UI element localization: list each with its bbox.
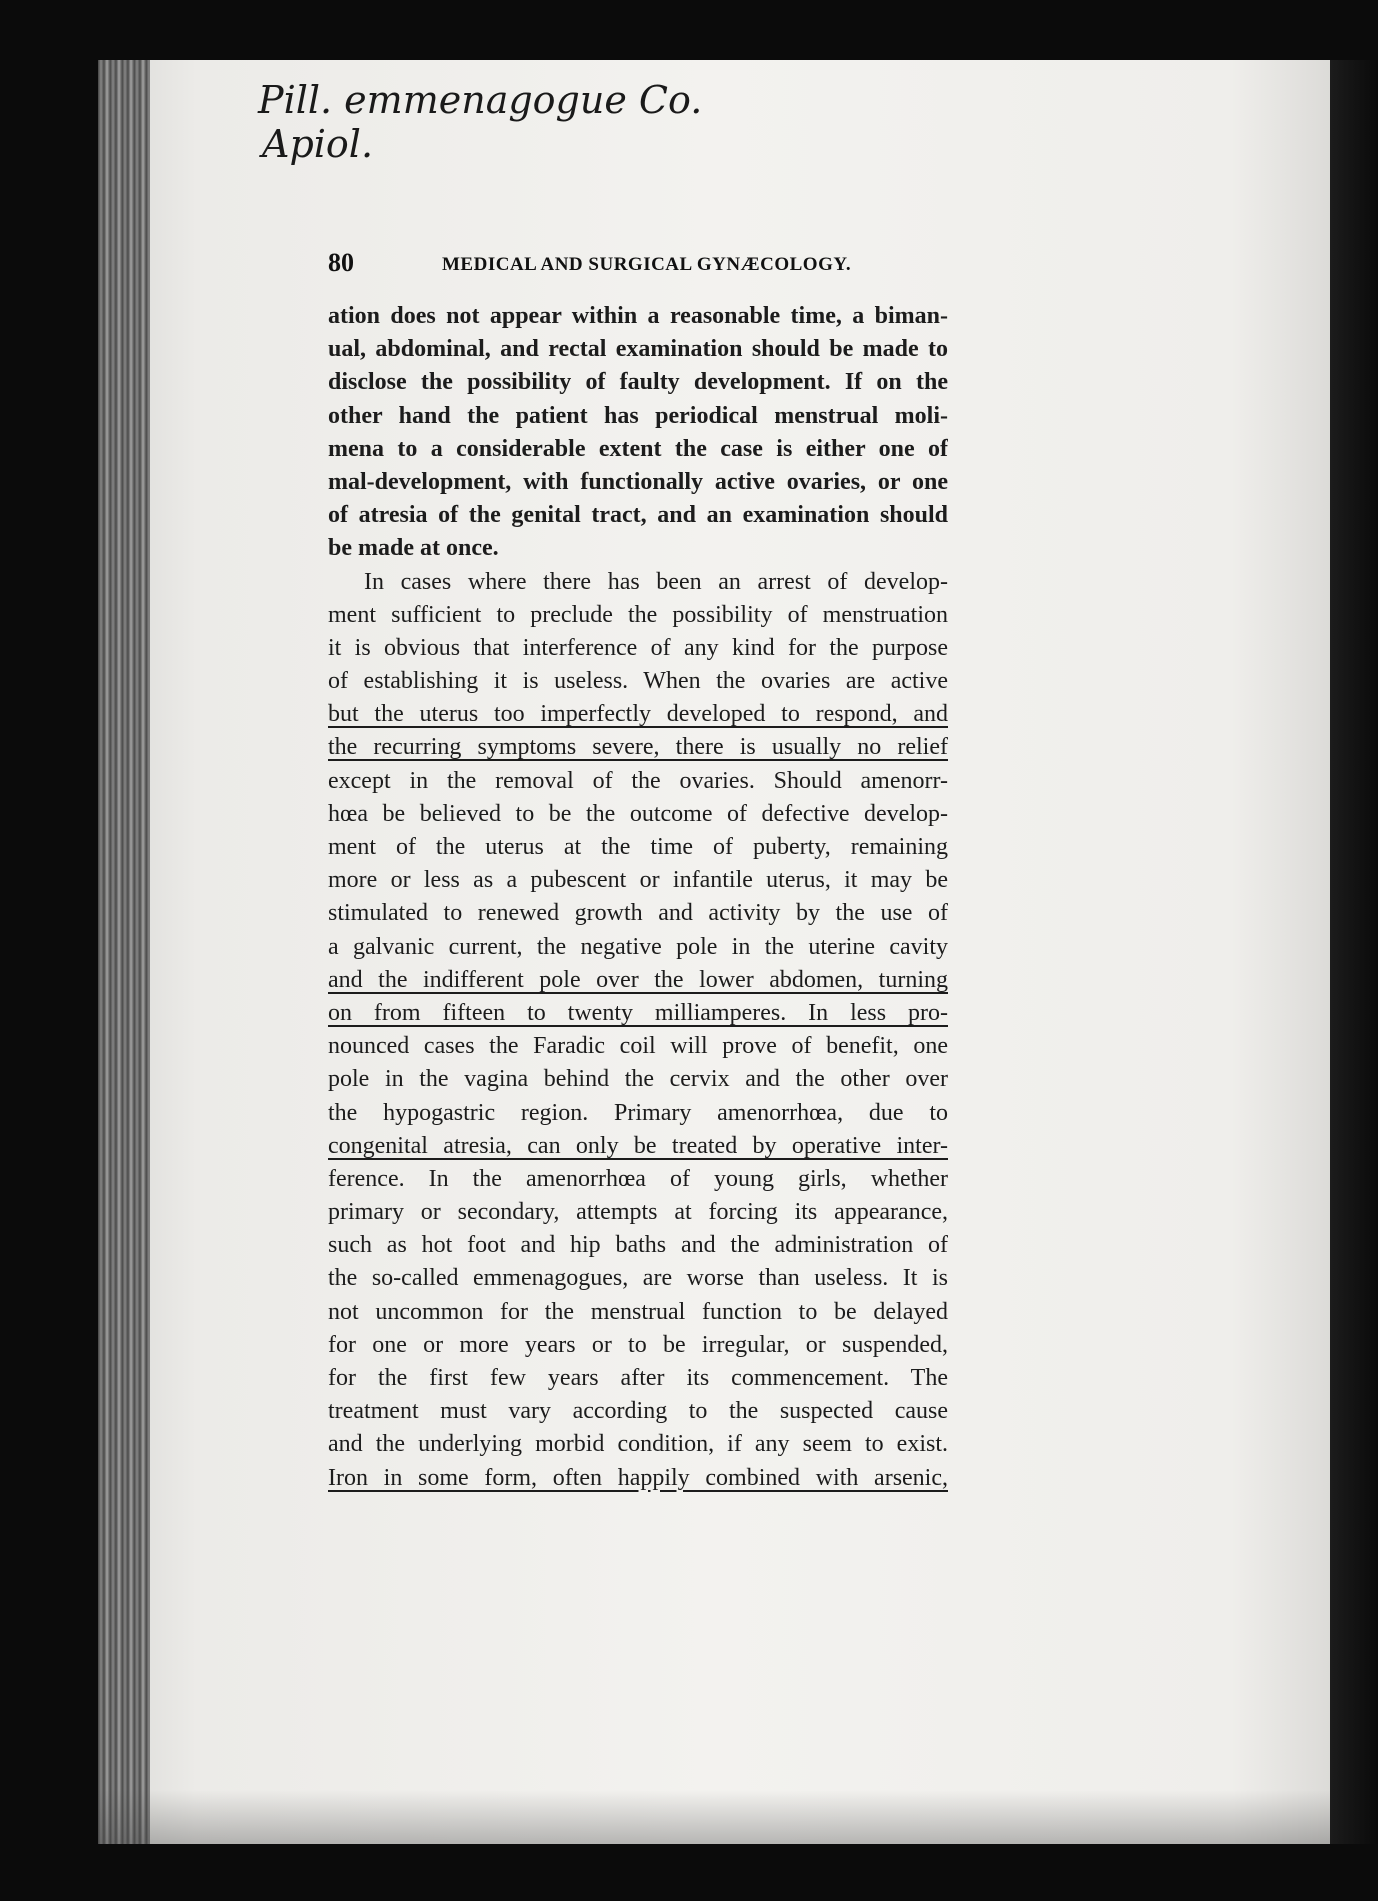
text-line: mena to a considerable extent the case is either one of: [328, 435, 948, 462]
text-line: primary or secondary, attempts at forcing its appearance,: [328, 1199, 948, 1226]
text-line: mal-development, with functionally active ovaries, or one: [328, 468, 948, 495]
text-line: congenital atresia, can only be treated by operative inter-: [328, 1132, 948, 1159]
text-line: Iron in some form, often happily combined with arsenic,: [328, 1464, 948, 1491]
text-line: other hand the patient has periodical menstrual moli-: [328, 402, 948, 429]
running-head-title: MEDICAL AND SURGICAL GYNÆCOLOGY.: [442, 254, 852, 275]
text-line: ment of the uterus at the time of puberty, remaining: [328, 834, 948, 860]
handwritten-note: [258, 78, 703, 188]
text-line: of atresia of the genital tract, and an examination should: [328, 502, 948, 529]
text-line: such as hot foot and hip baths and the administration of: [328, 1232, 948, 1259]
page-number: 80: [328, 248, 354, 277]
text-line: and the indifferent pole over the lower abdomen, turning: [328, 966, 948, 993]
text-line: In cases where there has been an arrest of develop-: [364, 568, 948, 595]
text-line: and the underlying morbid condition, if any seem to exist.: [328, 1431, 948, 1458]
text-line: treatment must vary according to the suspected cause: [328, 1398, 948, 1425]
page-bottom-shadow: [98, 1790, 1330, 1844]
text-line: for the first few years after its commencement. The: [328, 1365, 948, 1391]
text-line: hœa be believed to be the outcome of defective develop-: [328, 800, 948, 827]
body-text: [328, 300, 948, 1495]
text-line: but the uterus too imperfectly developed to respond, and: [328, 701, 948, 728]
text-line: the so-called emmenagogues, are worse than useless. It is: [328, 1265, 948, 1292]
text-line: pole in the vagina behind the cervix and the other over: [328, 1066, 948, 1093]
text-line: stimulated to renewed growth and activity by the use of: [328, 900, 948, 927]
text-line: for one or more years or to be irregular, or suspended,: [328, 1331, 948, 1358]
text-line: disclose the possibility of faulty development. If on the: [328, 369, 948, 396]
book-gutter-shadow: [98, 60, 150, 1844]
text-line: it is obvious that interference of any kind for the purpose: [328, 634, 948, 661]
text-line: except in the removal of the ovaries. Should amenorr-: [328, 767, 948, 794]
text-line: ference. In the amenorrhœa of young girls, whether: [328, 1165, 948, 1192]
text-line: the recurring symptoms severe, there is usually no relief: [328, 734, 948, 761]
text-line: be made at once.: [328, 535, 499, 562]
text-line: ual, abdominal, and rectal examination should be made to: [328, 336, 948, 363]
text-line: ation does not appear within a reasonable time, a biman-: [328, 303, 948, 329]
text-line: more or less as a pubescent or infantile uterus, it may be: [328, 867, 948, 894]
page-edge-shadow: [1330, 60, 1378, 1844]
text-line: nounced cases the Faradic coil will prove of benefit, one: [328, 1033, 948, 1060]
text-line: on from fifteen to twenty milliamperes. In less pro-: [328, 999, 948, 1026]
handwritten-line: Apiol.: [262, 122, 374, 166]
running-head: [328, 248, 948, 284]
handwritten-line: Pill. emmenagogue Co.: [258, 78, 703, 122]
text-line: of establishing it is useless. When the ovaries are active: [328, 668, 948, 695]
text-line: not uncommon for the menstrual function to be delayed: [328, 1298, 948, 1325]
text-line: the hypogastric region. Primary amenorrhœa, due to: [328, 1099, 948, 1126]
text-line: ment sufficient to preclude the possibility of menstruation: [328, 601, 948, 628]
text-line: a galvanic current, the negative pole in the uterine cavity: [328, 933, 948, 960]
